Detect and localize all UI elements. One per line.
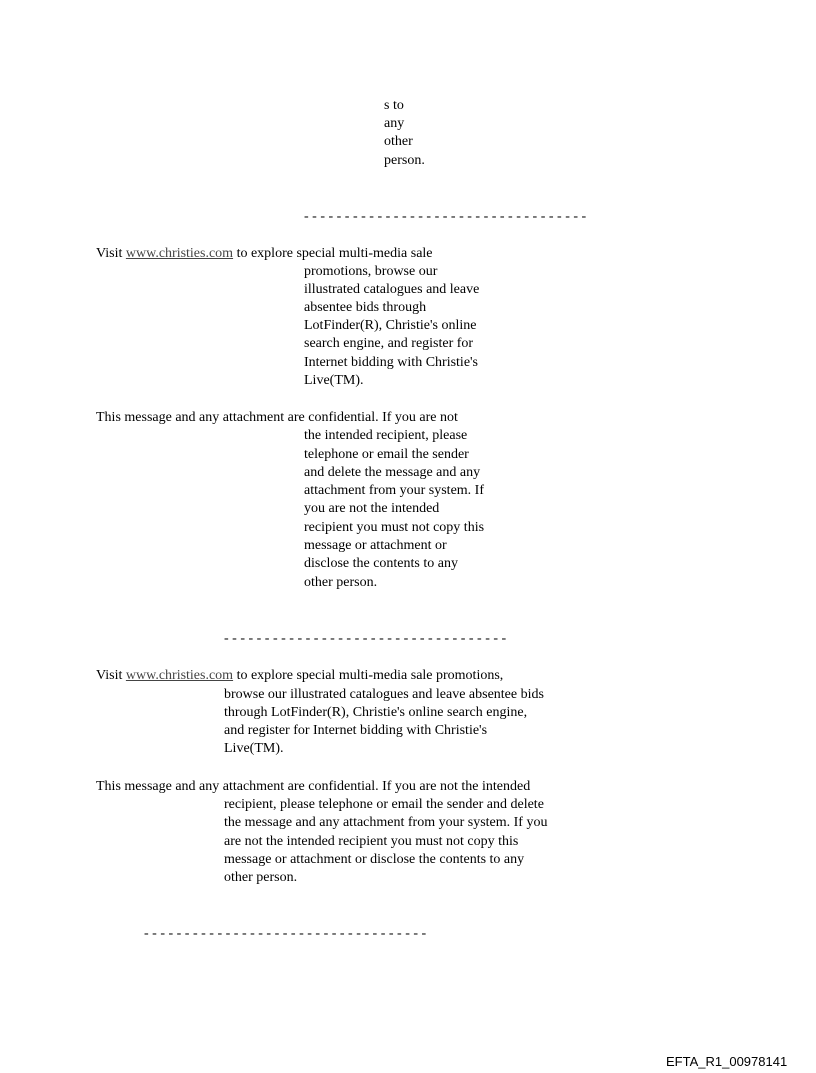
visit-line: illustrated catalogues and leave	[304, 282, 480, 297]
christies-link[interactable]: www.christies.com	[125, 668, 234, 683]
visit-line: absentee bids through	[304, 300, 427, 315]
confidential-first-line: This message and any attachment are confidential. If you are not	[96, 410, 458, 425]
visit-line: Live(TM).	[304, 373, 364, 388]
fragment-line: s to	[384, 98, 404, 113]
confidential-first-line: This message and any attachment are confidential. If you are not the intended	[96, 779, 531, 794]
confidential-line: disclose the contents to any	[304, 556, 458, 571]
visit-line: promotions, browse our	[304, 264, 438, 279]
fragment-line: other	[384, 134, 413, 149]
separator-dashes: - - - - - - - - - - - - - - - - - - - - - - - - - - - - - - - - - - -	[304, 209, 587, 224]
confidential-line: and delete the message and any	[304, 465, 481, 480]
visit-prefix: Visit	[96, 668, 126, 683]
visit-line: Internet bidding with Christie's	[304, 355, 479, 370]
confidential-line: telephone or email the sender	[304, 447, 469, 462]
visit-line: browse our illustrated catalogues and leave absentee bids	[224, 687, 544, 702]
document-id: EFTA_R1_00978141	[666, 1054, 788, 1069]
visit-first-line-rest: to explore special multi-media sale	[233, 246, 433, 261]
visit-first-line-rest: to explore special multi-media sale promotions,	[233, 668, 504, 683]
visit-prefix: Visit	[96, 246, 126, 261]
visit-paragraph-first-line	[96, 245, 433, 263]
fragment-line: person.	[384, 153, 425, 168]
confidential-line: recipient, please telephone or email the sender and delete	[224, 797, 544, 812]
visit-line: LotFinder(R), Christie's online	[304, 318, 477, 333]
confidential-line: the intended recipient, please	[304, 428, 468, 443]
fragment-line: any	[384, 116, 405, 131]
confidential-line: other person.	[224, 870, 298, 885]
confidential-line: message or attachment or disclose the contents to any	[224, 852, 525, 867]
visit-paragraph-first-line	[96, 667, 503, 685]
confidential-line: attachment from your system. If	[304, 483, 485, 498]
confidential-line: recipient you must not copy this	[304, 520, 485, 535]
confidential-line: are not the intended recipient you must not copy this	[224, 834, 519, 849]
visit-line: and register for Internet bidding with Christie's	[224, 723, 488, 738]
visit-line: Live(TM).	[224, 741, 284, 756]
visit-line: through LotFinder(R), Christie's online search engine,	[224, 705, 528, 720]
separator-dashes: - - - - - - - - - - - - - - - - - - - - - - - - - - - - - - - - - - -	[224, 631, 507, 646]
confidential-line: message or attachment or	[304, 538, 447, 553]
confidential-line: you are not the intended	[304, 501, 440, 516]
christies-link[interactable]: www.christies.com	[125, 246, 234, 261]
confidential-line: the message and any attachment from your system. If you	[224, 815, 548, 830]
confidential-line: other person.	[304, 575, 378, 590]
separator-dashes: - - - - - - - - - - - - - - - - - - - - - - - - - - - - - - - - - - -	[144, 926, 427, 941]
visit-line: search engine, and register for	[304, 336, 474, 351]
